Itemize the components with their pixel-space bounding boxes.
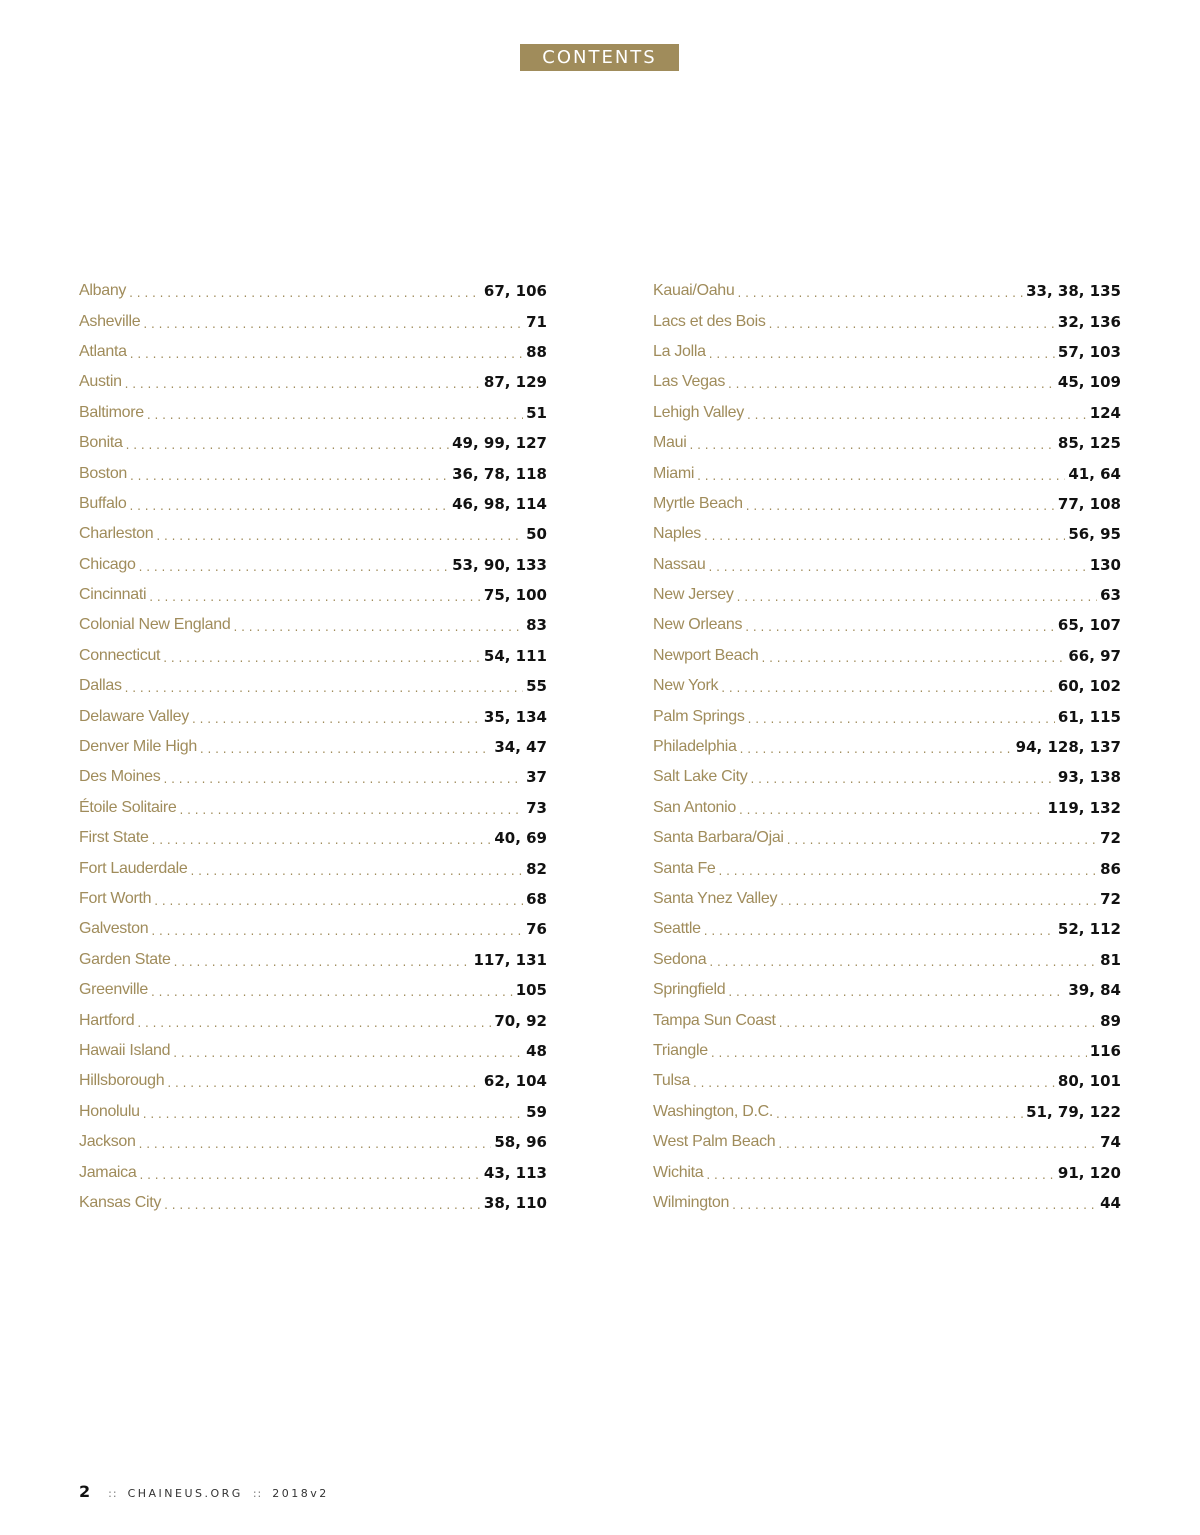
toc-entry[interactable]: [79, 671, 547, 701]
toc-entry-name: New Orleans: [653, 616, 743, 634]
toc-entry[interactable]: [653, 1097, 1121, 1127]
toc-entry-name: Connecticut: [79, 646, 161, 664]
toc-dot-leader: [139, 1168, 480, 1182]
toc-entry-pages: 58, 96: [494, 1133, 547, 1152]
toc-dot-leader: [721, 681, 1055, 695]
toc-entry-pages: 32, 136: [1057, 312, 1121, 331]
toc-entry-pages: 35, 134: [483, 707, 547, 726]
toc-entry[interactable]: [79, 884, 547, 914]
toc-dot-leader: [154, 894, 523, 908]
toc-entry[interactable]: [79, 1157, 547, 1187]
footer-separator: ::: [252, 1487, 263, 1500]
toc-entry[interactable]: [79, 428, 547, 458]
toc-entry[interactable]: [79, 945, 547, 975]
toc-dot-leader: [130, 347, 523, 361]
toc-dot-leader: [769, 317, 1055, 331]
toc-entry-name: Chicago: [79, 555, 136, 573]
toc-entry-pages: 60, 102: [1057, 677, 1121, 696]
toc-entry-pages: 119, 132: [1047, 798, 1121, 817]
toc-entry[interactable]: [653, 641, 1121, 671]
toc-entry-pages: 63: [1100, 586, 1121, 605]
toc-entry[interactable]: [653, 1066, 1121, 1096]
toc-dot-leader: [704, 924, 1055, 938]
toc-dot-leader: [747, 408, 1087, 422]
toc-entry[interactable]: [653, 458, 1121, 488]
toc-entry-pages: 94, 128, 137: [1015, 738, 1121, 757]
toc-entry-pages: 76: [526, 920, 547, 939]
toc-entry-pages: 72: [1100, 890, 1121, 908]
toc-entry-pages: 85, 125: [1057, 434, 1121, 453]
footer-edition: 2018v2: [272, 1487, 329, 1500]
toc-dot-leader: [125, 377, 481, 391]
toc-entry[interactable]: [79, 793, 547, 823]
toc-dot-leader: [152, 833, 492, 847]
toc-entry-name: Atlanta: [79, 342, 127, 360]
toc-dot-leader: [167, 1076, 481, 1090]
toc-dot-leader: [708, 560, 1086, 574]
toc-entry[interactable]: [79, 1005, 547, 1035]
toc-entry-pages: 38, 110: [483, 1193, 547, 1212]
toc-entry-name: New York: [653, 677, 719, 695]
toc-entry-pages: 48: [526, 1041, 547, 1060]
toc-entry[interactable]: [653, 975, 1121, 1005]
toc-dot-leader: [746, 499, 1055, 513]
toc-entry[interactable]: [79, 1097, 547, 1127]
toc-entry-pages: 51, 79, 122: [1026, 1102, 1121, 1121]
toc-dot-leader: [151, 985, 513, 999]
toc-entry-pages: 51: [526, 403, 547, 422]
toc-entry-name: Triangle: [653, 1041, 708, 1059]
toc-entry-pages: 37: [526, 768, 547, 787]
toc-entry[interactable]: [653, 367, 1121, 397]
toc-entry-pages: 88: [526, 342, 547, 361]
toc-entry-pages: 81: [1100, 950, 1121, 969]
toc-dot-leader: [779, 1016, 1097, 1030]
toc-entry[interactable]: [653, 793, 1121, 823]
toc-entry-name: Las Vegas: [653, 373, 726, 391]
toc-entry[interactable]: [653, 914, 1121, 944]
footer-site: CHAINEUS.ORG: [127, 1487, 243, 1500]
toc-entry-name: Philadelphia: [653, 738, 737, 756]
toc-entry-name: Colonial New England: [79, 616, 231, 634]
toc-entry-name: New Jersey: [653, 586, 734, 604]
toc-entry-pages: 61, 115: [1057, 707, 1121, 726]
toc-entry-pages: 34, 47: [494, 738, 547, 757]
toc-dot-leader: [738, 286, 1024, 300]
toc-entry-pages: 46, 98, 114: [452, 494, 547, 513]
toc-entry[interactable]: [653, 580, 1121, 610]
toc-entry[interactable]: [79, 701, 547, 731]
toc-entry-pages: 36, 78, 118: [452, 464, 547, 483]
toc-entry-pages: 50: [526, 525, 547, 544]
toc-dot-leader: [697, 469, 1065, 483]
toc-entry-pages: 39, 84: [1068, 981, 1121, 1000]
toc-entry[interactable]: [79, 1036, 547, 1066]
toc-dot-leader: [706, 1168, 1055, 1182]
toc-entry[interactable]: [653, 398, 1121, 428]
toc-entry[interactable]: [79, 458, 547, 488]
toc-entry-pages: 82: [526, 859, 547, 878]
toc-entry[interactable]: [79, 823, 547, 853]
toc-entry-name: Jamaica: [79, 1163, 137, 1181]
toc-entry-pages: 52, 112: [1057, 920, 1121, 939]
toc-entry-name: Dallas: [79, 677, 122, 695]
toc-entry[interactable]: [653, 945, 1121, 975]
toc-dot-leader: [163, 651, 481, 665]
toc-entry[interactable]: [653, 762, 1121, 792]
toc-dot-leader: [163, 772, 523, 786]
toc-entry[interactable]: [79, 337, 547, 367]
toc-dot-leader: [125, 681, 523, 695]
toc-entry-pages: 87, 129: [483, 373, 547, 392]
toc-entry-pages: 80, 101: [1057, 1072, 1121, 1091]
toc-entry-name: Des Moines: [79, 768, 161, 786]
toc-dot-leader: [137, 1016, 491, 1030]
toc-dot-leader: [179, 803, 523, 817]
toc-dot-leader: [174, 955, 471, 969]
toc-entry-name: San Antonio: [653, 798, 736, 816]
toc-entry[interactable]: [653, 823, 1121, 853]
toc-entry-name: Wilmington: [653, 1193, 730, 1211]
toc-entry-name: La Jolla: [653, 342, 706, 360]
toc-dot-leader: [719, 864, 1098, 878]
toc-dot-leader: [740, 742, 1013, 756]
toc-dot-leader: [762, 651, 1066, 665]
toc-entry-name: Boston: [79, 464, 128, 482]
toc-entry-pages: 83: [526, 616, 547, 635]
toc-entry[interactable]: [653, 519, 1121, 549]
toc-dot-leader: [129, 286, 481, 300]
toc-dot-leader: [126, 438, 450, 452]
toc-entry-pages: 105: [515, 981, 547, 1000]
toc-entry-pages: 44: [1100, 1193, 1121, 1212]
toc-entry[interactable]: [653, 884, 1121, 914]
toc-entry-pages: 74: [1100, 1133, 1121, 1152]
toc-entry-name: Honolulu: [79, 1102, 140, 1120]
toc-entry[interactable]: [653, 1127, 1121, 1157]
toc-entry-name: Wichita: [653, 1163, 704, 1181]
toc-entry-pages: 124: [1089, 403, 1121, 422]
toc-entry-name: Charleston: [79, 525, 154, 543]
toc-entry[interactable]: [653, 1157, 1121, 1187]
toc-entry[interactable]: [79, 276, 547, 306]
toc-entry-name: Springfield: [653, 981, 726, 999]
toc-entry-pages: 62, 104: [483, 1072, 547, 1091]
toc-entry-pages: 65, 107: [1057, 616, 1121, 635]
toc-entry-name: Santa Fe: [653, 859, 716, 877]
toc-entry-name: Sedona: [653, 950, 707, 968]
toc-entry-name: Fort Lauderdale: [79, 859, 188, 877]
toc-dot-leader: [778, 1137, 1097, 1151]
toc-entry-pages: 72: [1100, 829, 1121, 848]
toc-entry-pages: 68: [526, 890, 547, 908]
toc-dot-leader: [164, 1198, 481, 1212]
toc-entry-name: Austin: [79, 373, 122, 391]
toc-entry-name: Jackson: [79, 1133, 136, 1151]
toc-dot-leader: [748, 712, 1055, 726]
toc-entry-name: Garden State: [79, 950, 171, 968]
toc-entry[interactable]: [79, 1066, 547, 1096]
toc-entry-pages: 89: [1100, 1011, 1121, 1030]
toc-entry[interactable]: [79, 732, 547, 762]
toc-entry-pages: 116: [1089, 1041, 1121, 1060]
toc-entry-name: Fort Worth: [79, 890, 152, 907]
toc-entry[interactable]: [653, 701, 1121, 731]
toc-dot-leader: [739, 803, 1044, 817]
toc-entry-name: Denver Mile High: [79, 738, 197, 756]
toc-entry[interactable]: [79, 489, 547, 519]
toc-entry-name: Hawaii Island: [79, 1041, 171, 1059]
toc-entry[interactable]: [79, 398, 547, 428]
toc-entry-pages: 93, 138: [1057, 768, 1121, 787]
toc-dot-leader: [151, 924, 523, 938]
toc-dot-leader: [751, 772, 1055, 786]
toc-entry[interactable]: [79, 610, 547, 640]
toc-entry[interactable]: [79, 975, 547, 1005]
toc-entry-name: Santa Barbara/Ojai: [653, 829, 784, 847]
toc-entry-pages: 67, 106: [483, 282, 547, 301]
toc-entry-pages: 56, 95: [1068, 525, 1121, 544]
toc-entry[interactable]: [79, 853, 547, 883]
toc-entry-name: Galveston: [79, 920, 149, 938]
toc-dot-leader: [156, 529, 523, 543]
toc-entry[interactable]: [653, 853, 1121, 883]
toc-dot-leader: [192, 712, 481, 726]
toc-dot-leader: [143, 317, 523, 331]
page-number: 2: [79, 1482, 91, 1501]
toc-entry[interactable]: [79, 367, 547, 397]
toc-entry-name: Greenville: [79, 981, 149, 999]
toc-entry[interactable]: [653, 337, 1121, 367]
toc-entry-pages: 117, 131: [473, 950, 547, 969]
toc-entry-name: Newport Beach: [653, 646, 759, 664]
toc-dot-leader: [732, 1198, 1097, 1212]
contents-heading: CONTENTS: [520, 44, 679, 71]
toc-entry[interactable]: [653, 306, 1121, 336]
toc-dot-leader: [728, 377, 1055, 391]
toc-entry[interactable]: [653, 732, 1121, 762]
toc-entry-name: Miami: [653, 464, 695, 482]
toc-entry[interactable]: [653, 276, 1121, 306]
toc-entry[interactable]: [79, 641, 547, 671]
toc-left-column: [79, 276, 547, 1218]
toc-entry[interactable]: [653, 1036, 1121, 1066]
toc-entry-pages: 55: [526, 677, 547, 696]
toc-entry-pages: 53, 90, 133: [452, 555, 547, 574]
toc-entry-name: Lacs et des Bois: [653, 312, 766, 330]
toc-entry-pages: 75, 100: [483, 586, 547, 605]
toc-entry[interactable]: [79, 519, 547, 549]
toc-dot-leader: [689, 438, 1054, 452]
toc-entry[interactable]: [79, 762, 547, 792]
toc-entry-pages: 91, 120: [1057, 1163, 1121, 1182]
page-footer: [79, 1482, 329, 1501]
toc-dot-leader: [130, 469, 449, 483]
toc-entry-name: West Palm Beach: [653, 1133, 776, 1151]
toc-entry[interactable]: [79, 306, 547, 336]
toc-entry-pages: 71: [526, 312, 547, 331]
toc-dot-leader: [149, 590, 481, 604]
toc-dot-leader: [787, 833, 1097, 847]
toc-entry-name: Kansas City: [79, 1193, 162, 1211]
toc-entry-pages: 86: [1100, 859, 1121, 878]
toc-entry[interactable]: [653, 1005, 1121, 1035]
toc-entry-name: Bonita: [79, 434, 123, 452]
toc-entry[interactable]: [79, 1127, 547, 1157]
toc-entry-name: Seattle: [653, 920, 701, 938]
toc-entry[interactable]: [653, 1188, 1121, 1218]
toc-dot-leader: [139, 560, 449, 574]
toc-entry-name: Washington, D.C.: [653, 1102, 773, 1120]
toc-entry[interactable]: [79, 580, 547, 610]
toc-entry-pages: 33, 38, 135: [1026, 282, 1121, 301]
toc-entry[interactable]: [79, 1188, 547, 1218]
toc-entry-name: Naples: [653, 525, 702, 543]
toc-entry-pages: 59: [526, 1102, 547, 1121]
toc-entry[interactable]: [653, 428, 1121, 458]
toc-entry[interactable]: [653, 489, 1121, 519]
footer-separator: ::: [108, 1487, 118, 1500]
toc-dot-leader: [745, 620, 1055, 634]
toc-entry-name: Étoile Solitaire: [79, 798, 177, 816]
toc-entry-pages: 66, 97: [1068, 646, 1121, 665]
toc-entry-pages: 54, 111: [483, 646, 547, 665]
toc-entry[interactable]: [653, 610, 1121, 640]
toc-entry-name: Asheville: [79, 312, 141, 330]
toc-entry[interactable]: [79, 914, 547, 944]
toc-entry-name: Tulsa: [653, 1072, 691, 1090]
toc-entry[interactable]: [653, 550, 1121, 580]
toc-dot-leader: [190, 864, 523, 878]
toc-entry-name: Myrtle Beach: [653, 494, 743, 512]
toc-entry-name: Buffalo: [79, 494, 127, 512]
toc-entry-name: Tampa Sun Coast: [653, 1011, 776, 1029]
toc-entry-pages: 70, 92: [494, 1011, 547, 1030]
toc-entry-pages: 41, 64: [1068, 464, 1121, 483]
toc-right-column: [653, 276, 1121, 1218]
toc-dot-leader: [776, 1107, 1023, 1121]
toc-dot-leader: [143, 1107, 523, 1121]
toc-entry-pages: 130: [1089, 555, 1121, 574]
toc-entry-name: Palm Springs: [653, 707, 745, 725]
toc-entry-name: Hillsborough: [79, 1072, 165, 1090]
toc-entry-name: Hartford: [79, 1011, 135, 1029]
toc-entry-name: Santa Ynez Valley: [653, 890, 778, 907]
toc-entry-name: Kauai/Oahu: [653, 282, 735, 300]
toc-dot-leader: [139, 1137, 492, 1151]
toc-entry-pages: 49, 99, 127: [452, 434, 547, 453]
toc-dot-leader: [147, 408, 523, 422]
toc-dot-leader: [780, 894, 1097, 908]
toc-dot-leader: [711, 1046, 1087, 1060]
toc-dot-leader: [709, 955, 1097, 969]
toc-entry-pages: 40, 69: [494, 829, 547, 848]
toc-entry-pages: 57, 103: [1057, 342, 1121, 361]
toc-dot-leader: [728, 985, 1065, 999]
toc-dot-leader: [737, 590, 1098, 604]
toc-dot-leader: [129, 499, 449, 513]
toc-entry-name: Lehigh Valley: [653, 403, 744, 421]
toc-entry-name: First State: [79, 829, 149, 847]
toc-entry[interactable]: [79, 550, 547, 580]
toc-entry-pages: 77, 108: [1057, 494, 1121, 513]
toc-entry-pages: 43, 113: [483, 1163, 547, 1182]
toc-entry-name: Delaware Valley: [79, 707, 189, 725]
toc-dot-leader: [233, 620, 523, 634]
toc-entry-pages: 45, 109: [1057, 373, 1121, 392]
toc-entry[interactable]: [653, 671, 1121, 701]
toc-entry-name: Baltimore: [79, 403, 144, 421]
toc-dot-leader: [704, 529, 1065, 543]
toc-entry-name: Maui: [653, 434, 687, 452]
toc-dot-leader: [173, 1046, 523, 1060]
toc-entry-pages: 73: [526, 798, 547, 817]
toc-dot-leader: [200, 742, 491, 756]
toc-entry-name: Salt Lake City: [653, 768, 748, 786]
toc-entry-name: Cincinnati: [79, 586, 147, 604]
toc-dot-leader: [693, 1076, 1055, 1090]
toc-entry-name: Nassau: [653, 555, 706, 573]
toc-entry-name: Albany: [79, 282, 127, 300]
toc-dot-leader: [709, 347, 1055, 361]
